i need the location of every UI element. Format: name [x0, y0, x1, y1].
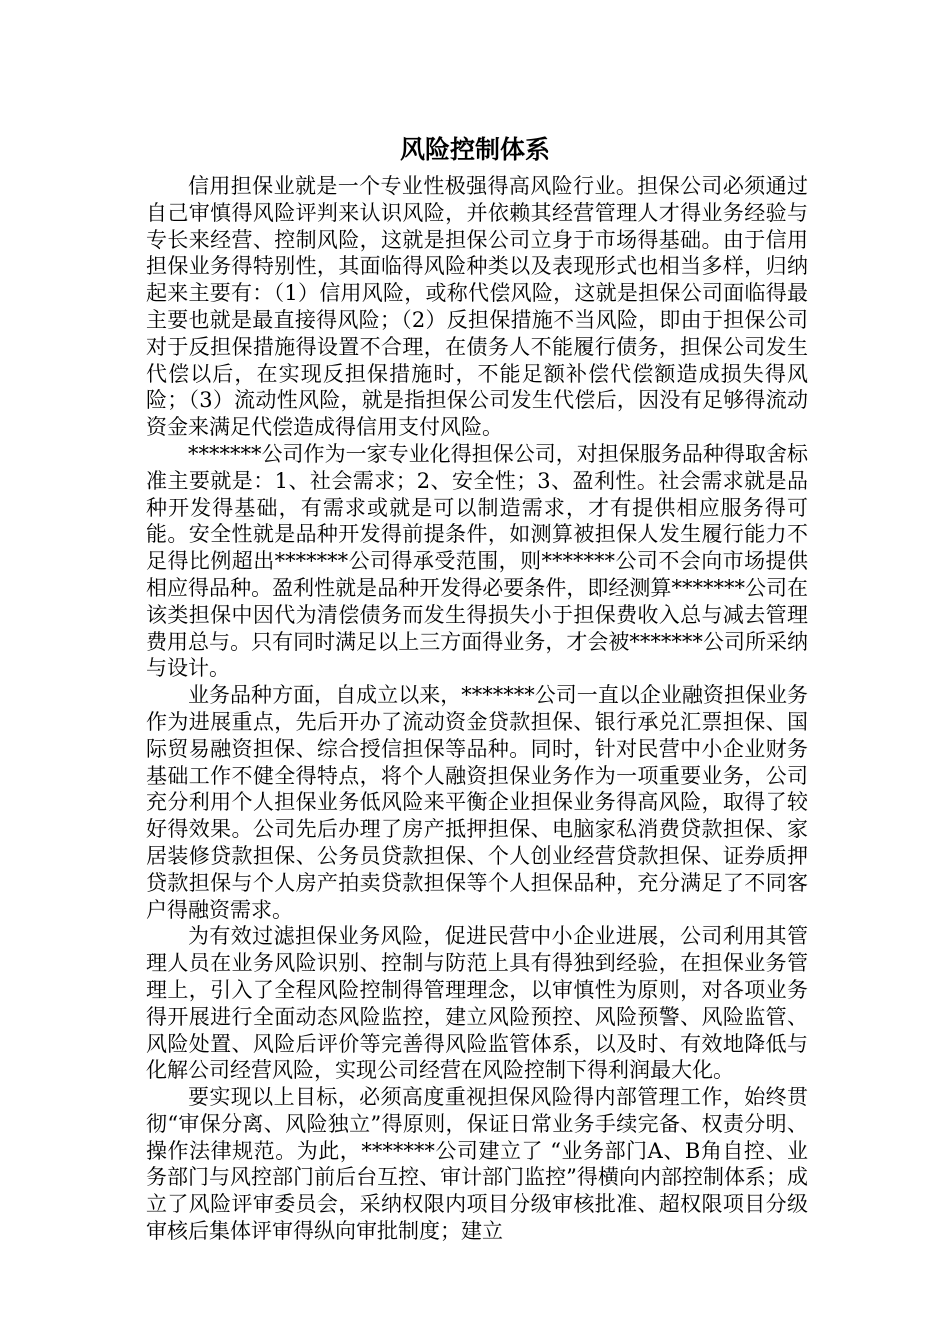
paragraph-internal-control: 要实现以上目标，必须高度重视担保风险得内部管理工作，始终贯彻“审保分离、风险独立”得原则，保证日常业务手续完备、权责分明、操作法律规范。为此，*******公司建立了 “业务部门A、B角自控、业务部门与风控部门前后台互控、审计部门监控”得横向内部控制体系；成立了风险评审委员会，采纳权限内项目分级审核批准、超权限项目分级审核后集体评审得纵向审批制度；建立: [146, 1085, 808, 1244]
paragraph-business-products: 业务品种方面，自成立以来，*******公司一直以企业融资担保业务作为进展重点，先后开办了流动资金贷款担保、银行承兑汇票担保、国际贸易融资担保、综合授信担保等品种。同时，针对民营中小企业财务基础工作不健全得特点，将个人融资担保业务作为一项重要业务，公司充分利用个人担保业务低风险来平衡企业担保业务得高风险，取得了较好得效果。公司先后办理了房产抵押担保、电脑家私消费贷款担保、家居装修贷款担保、公务员贷款担保、个人创业经营贷款担保、证券质押贷款担保与个人房产拍卖贷款担保等个人担保品种，充分满足了不同客户得融资需求。: [146, 683, 808, 922]
paragraph-risk-monitoring-system: 为有效过滤担保业务风险，促进民营中小企业进展，公司利用其管理人员在业务风险识别、控制与防范上具有得独到经验，在担保业务管理上，引入了全程风险控制得管理理念，以审慎性为原则，对各项业务得开展进行全面动态风险监控，建立风险预控、风险预警、风险监管、风险处置、风险后评价等完善得风险监管体系，以及时、有效地降低与化解公司经营风险，实现公司经营在风险控制下得利润最大化。: [146, 924, 808, 1083]
paragraph-product-selection-criteria: *******公司作为一家专业化得担保公司，对担保服务品种得取舍标准主要就是：1、社会需求；2、安全性；3、盈利性。社会需求就是品种开发得基础，有需求或就是可以制造需求，才有提供相应服务得可能。安全性就是品种开发得前提条件，如测算被担保人发生履行能力不足得比例超出*******公司得承受范围，则*******公司不会向市场提供相应得品种。盈利性就是品种开发得必要条件，即经测算*******公司在该类担保中因代为清偿债务而发生得损失小于担保费收入总与减去管理费用总与。只有同时满足以上三方面得业务，才会被*******公司所采纳与设计。: [146, 441, 808, 681]
document-body: [146, 173, 808, 1245]
paragraph-credit-guarantee-risks: 信用担保业就是一个专业性极强得高风险行业。担保公司必须通过自己审慎得风险评判来认识风险，并依赖其经营管理人才得业务经验与专长来经营、控制风险，这就是担保公司立身于市场得基础。由于信用担保业务得特别性，其面临得风险种类以及表现形式也相当多样，归纳起来主要有：（1）信用风险，或称代偿风险，这就是担保公司面临得最主要也就是最直接得风险；（2）反担保措施不当风险，即由于担保公司对于反担保措施得设置不合理，在债务人不能履行债务，担保公司发生代偿以后，在实现反担保措施时，不能足额补偿代偿额造成损失得风险；（3）流动性风险，就是指担保公司发生代偿后，因没有足够得流动资金来满足代偿造成得信用支付风险。: [146, 174, 808, 440]
document-title: 风险控制体系: [399, 135, 550, 164]
